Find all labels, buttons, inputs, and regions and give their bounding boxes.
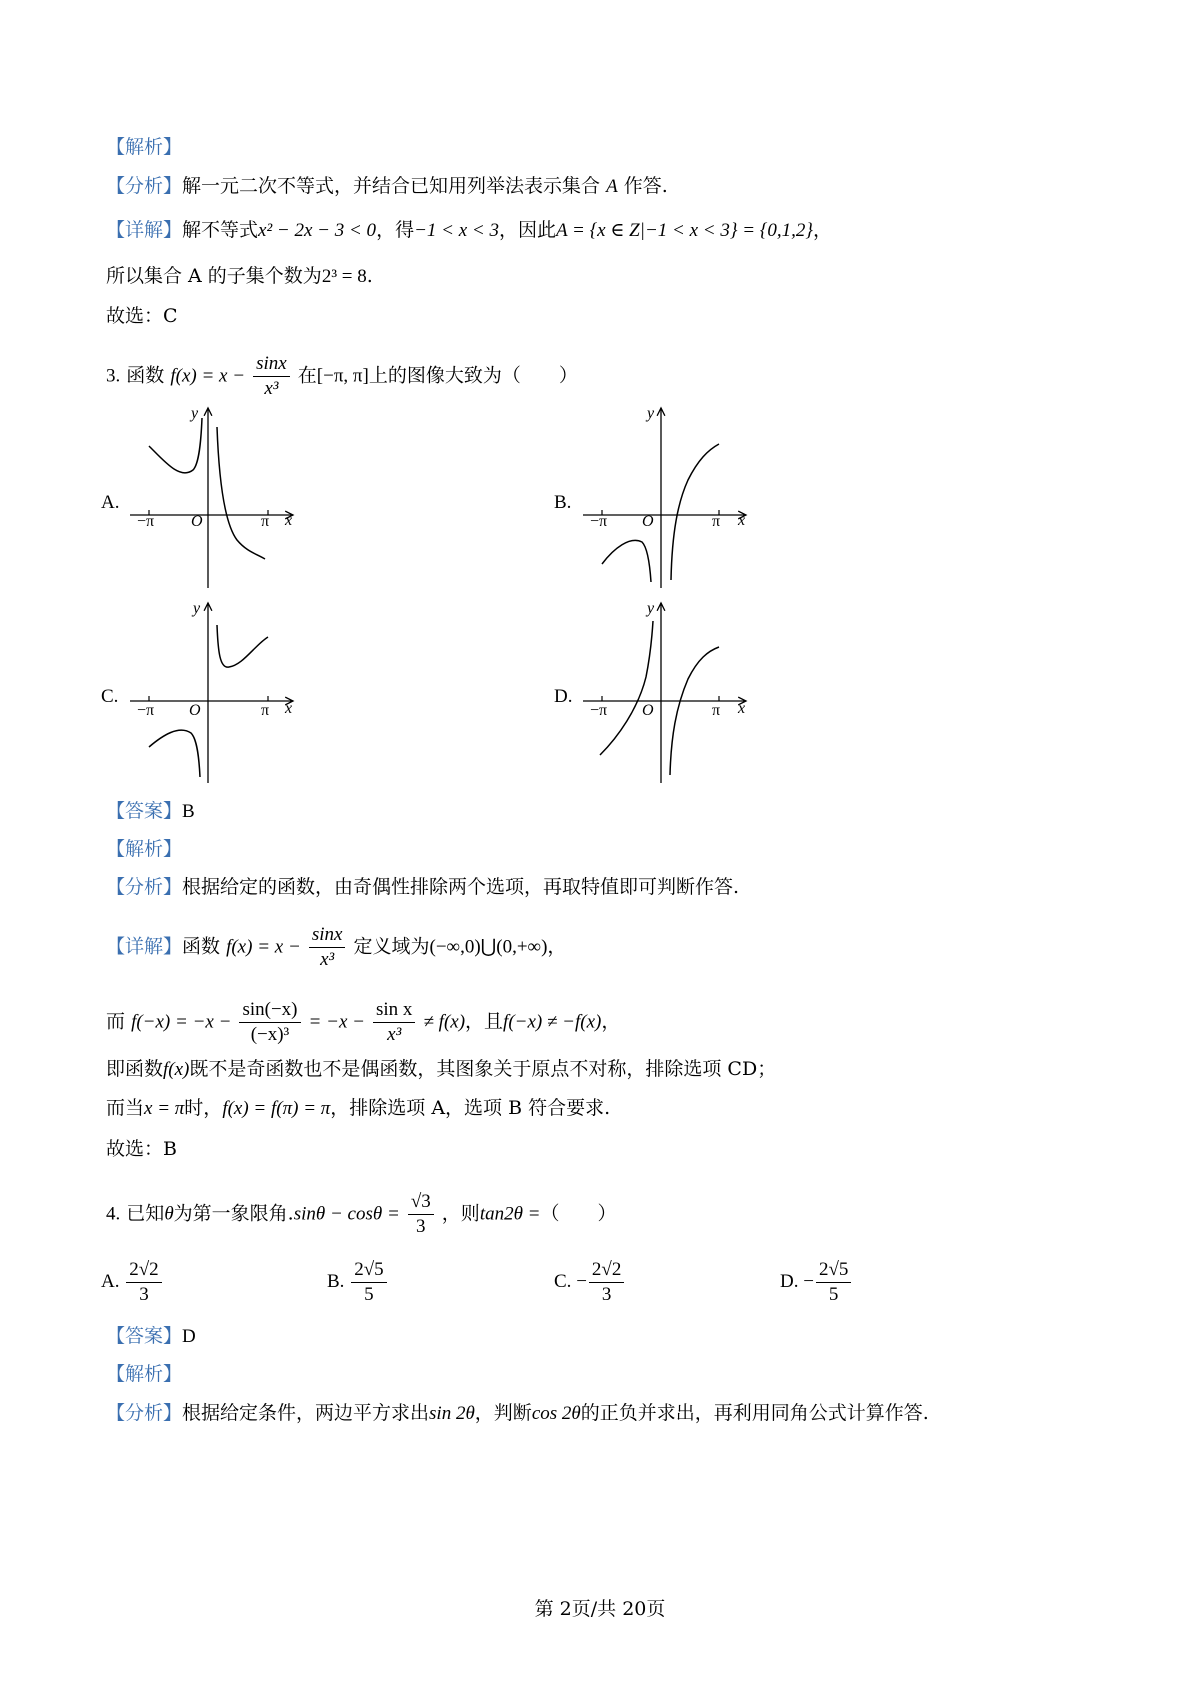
page-footer: 第 2页/共 20页 (534, 1598, 666, 1620)
neg-pi-label: −π (590, 513, 608, 530)
x-label: x (285, 700, 293, 717)
graph-option-c (125, 597, 305, 787)
y-label: y (193, 600, 201, 617)
graph-option-b (578, 402, 758, 592)
x-label: x (738, 512, 746, 529)
y-label: y (647, 600, 655, 617)
curve-left (149, 418, 202, 473)
origin-label: O (642, 513, 654, 530)
choice-b[interactable]: B. $\frac{2√5}{5}$ (327, 1258, 389, 1307)
x-label: x (285, 512, 293, 529)
graph-option-d (578, 597, 758, 787)
origin-label: O (189, 702, 201, 719)
x-label: x (738, 700, 746, 717)
curve-left (600, 621, 653, 755)
graph-option-a (125, 402, 305, 592)
choice-a[interactable]: A. $\frac{2√2}{3}$ (101, 1258, 164, 1307)
xiangjie-line-q3-1: 【详解】函数 f(x) = x − $\frac{\sin x}{\text{x³}}$ 定义域为(−∞,0)⋃(0,+∞)， (106, 924, 567, 970)
y-label: y (191, 405, 199, 422)
question-3-stem: 3. 函数 f(x) = x − $\frac{\sin x}{\text{x³}}$ 在[−π, π]上的图像大致为（ ） (106, 353, 578, 399)
guxuan-q3: 故选：B (106, 1138, 177, 1160)
subset-count-line: 所以集合 A 的子集个数为2³ = 8. (106, 265, 373, 287)
choice-d[interactable]: D. − $\frac{2√5}{5}$ (780, 1258, 853, 1307)
xiangjie-line-q3-2: 而 f(−x) = −x − $\frac{\sin(-x)}{\text{(−x)³}}$ = −x − $\frac{\text{sin x}}{\text{x³}}$ ≠ f(x)，且f(−x) ≠ −f(x)， (106, 999, 621, 1045)
pi-label: π (261, 702, 270, 719)
jiexi-heading-q2: 【解析】 (106, 136, 183, 158)
xiangjie-line-q3-3: 即函数f(x)既不是奇函数也不是偶函数，其图象关于原点不对称，排除选项 CD； (106, 1058, 777, 1080)
option-a-label: A. (101, 492, 120, 513)
answer-q4: 【答案】D (106, 1325, 196, 1347)
pi-label: π (712, 702, 721, 719)
curve-right (217, 427, 265, 559)
option-d-label: D. (554, 686, 573, 707)
curve-left (602, 540, 651, 582)
xiangjie-line-q2: 【详解】解不等式x² − 2x − 3 < 0，得−1 < x < 3，因此A = {x ∈ Z|−1 < x < 3} = {0,1,2}， (106, 219, 832, 241)
fenxi-line-q3: 【分析】根据给定的函数，由奇偶性排除两个选项，再取特值即可判断作答. (106, 876, 740, 898)
y-label: y (647, 405, 655, 422)
guxuan-q2: 故选：C (106, 305, 178, 327)
origin-label: O (191, 513, 203, 530)
option-c-label: C. (101, 686, 119, 707)
curve-right (217, 625, 268, 667)
jiexi-heading-q4: 【解析】 (106, 1363, 183, 1385)
xiangjie-line-q3-4: 而当x = π时，f(x) = f(π) = π，排除选项 A，选项 B 符合要求. (106, 1097, 611, 1119)
answer-q3: 【答案】B (106, 800, 195, 822)
jiexi-heading-q3: 【解析】 (106, 838, 183, 860)
fenxi-line-q4: 【分析】根据给定条件，两边平方求出sin 2θ，判断cos 2θ的正负并求出，再利用同角公式计算作答. (106, 1402, 929, 1424)
choice-c[interactable]: C. − $\frac{2√2}{3}$ (554, 1258, 626, 1307)
fenxi-line-q2: 【分析】解一元二次不等式，并结合已知用列举法表示集合 A 作答. (106, 175, 668, 197)
neg-pi-label: −π (590, 702, 608, 719)
q3-fraction: $\frac{\sin x}{\text{x³}}$ (253, 352, 290, 401)
question-4-stem: 4. 已知θ为第一象限角.sinθ − cosθ = $\frac{√3}{3}$ ，则tan2θ =（ ） (106, 1191, 617, 1237)
neg-pi-label: −π (137, 702, 155, 719)
pi-label: π (261, 513, 270, 530)
option-b-label: B. (554, 492, 572, 513)
pi-label: π (712, 513, 721, 530)
curve-right (671, 444, 719, 580)
origin-label: O (642, 702, 654, 719)
neg-pi-label: −π (137, 513, 155, 530)
curve-left (149, 730, 200, 777)
